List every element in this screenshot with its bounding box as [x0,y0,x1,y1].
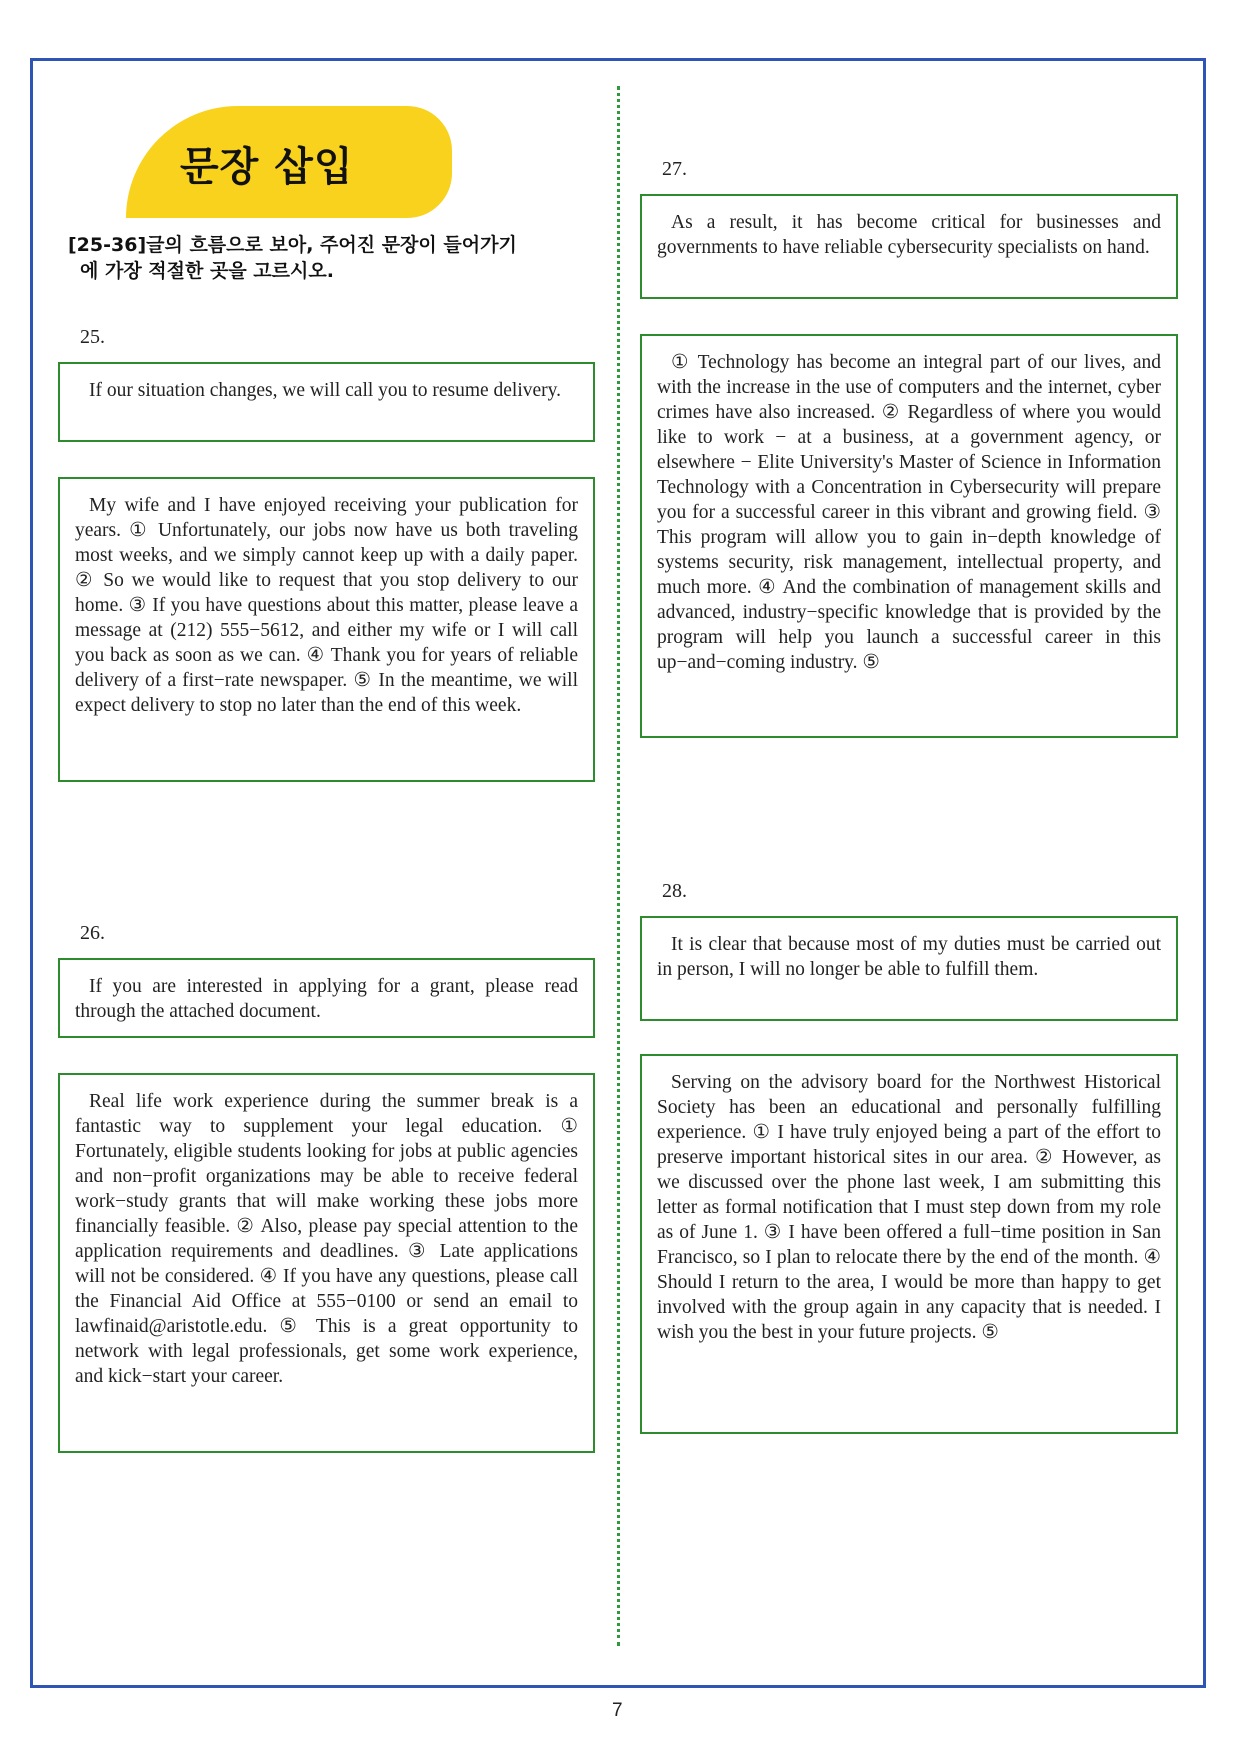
passage-box-26: Real life work experience during the summer break is a fantastic way to supplement your legal education. ① Fortunately, eligible students looking for jobs at public agencies and non−profit organizations may be able to receive federal work−study grants that will make working these jobs more financially feasible. ② Also, please pay special attention to the application requirements and deadlines. ③ Late applications will not be considered. ④ If you have any questions, please call the Financial Aid Office at 555−0100 or send an email to lawfinaid@aristotle.edu. ⑤ This is a great opportunity to network with legal professionals, get some work experience, and kick−start your career. [58,1073,595,1453]
question-number-28: 28. [662,880,687,902]
given-sentence-box-26: If you are interested in applying for a grant, please read through the attached document. [58,958,595,1038]
instructions [68,232,598,284]
instructions-line-1: [25-36]글의 흐름으로 보아, 주어진 문장이 들어가기 [68,234,517,256]
question-number-26: 26. [80,922,105,944]
given-sentence-box-25: If our situation changes, we will call you to resume delivery. [58,362,595,442]
instructions-line-2: 에 가장 적절한 곳을 고르시오. [80,260,334,282]
section-title: 문장 삽입 [180,144,354,190]
question-number-27: 27. [662,158,687,180]
passage-box-25: My wife and I have enjoyed receiving your publication for years. ① Unfortunately, our jobs now have us both traveling most weeks, and we simply cannot keep up with a daily paper. ② So we would like to request that you stop delivery to our home. ③ If you have questions about this matter, please leave a message at (212) 555−5612, and either my wife or I will call you back as soon as we can. ④ Thank you for years of reliable delivery of a first−rate newspaper. ⑤ In the meantime, we will expect delivery to stop no later than the end of this week. [58,477,595,782]
question-number-25: 25. [80,326,105,348]
passage-box-27: ① Technology has become an integral part of our lives, and with the increase in the use of computers and the internet, cyber crimes have also increased. ② Regardless of where you would like to work − at a business, at a government agency, or elsewhere − Elite University's Master of Science in Information Technology with a Concentration in Cybersecurity will prepare you for a successful career in this vibrant and growing field. ③ This program will allow you to gain in−depth knowledge of systems security, risk management, intellectual property, and much more. ④ And the combination of management skills and advanced, industry−specific knowledge that is provided by the program will help you launch a successful career in this up−and−coming industry. ⑤ [640,334,1178,738]
page-number: 7 [612,1700,623,1721]
passage-box-28: Serving on the advisory board for the Northwest Historical Society has been an educational and personally fulfilling experience. ① I have truly enjoyed being a part of the effort to preserve important historical sites in our area. ② However, as we discussed over the phone last week, I am submitting this letter as formal notification that I must step down from my role as of June 1. ③ I have been offered a full−time position in San Francisco, so I plan to relocate there by the end of the month. ④ Should I return to the area, I would be more than happy to get involved with the group again in any capacity that is needed. I wish you the best in your future projects. ⑤ [640,1054,1178,1434]
given-sentence-box-27: As a result, it has become critical for businesses and governments to have reliable cybersecurity specialists on hand. [640,194,1178,299]
given-sentence-box-28: It is clear that because most of my duties must be carried out in person, I will no longer be able to fulfill them. [640,916,1178,1021]
column-divider [617,86,620,1646]
